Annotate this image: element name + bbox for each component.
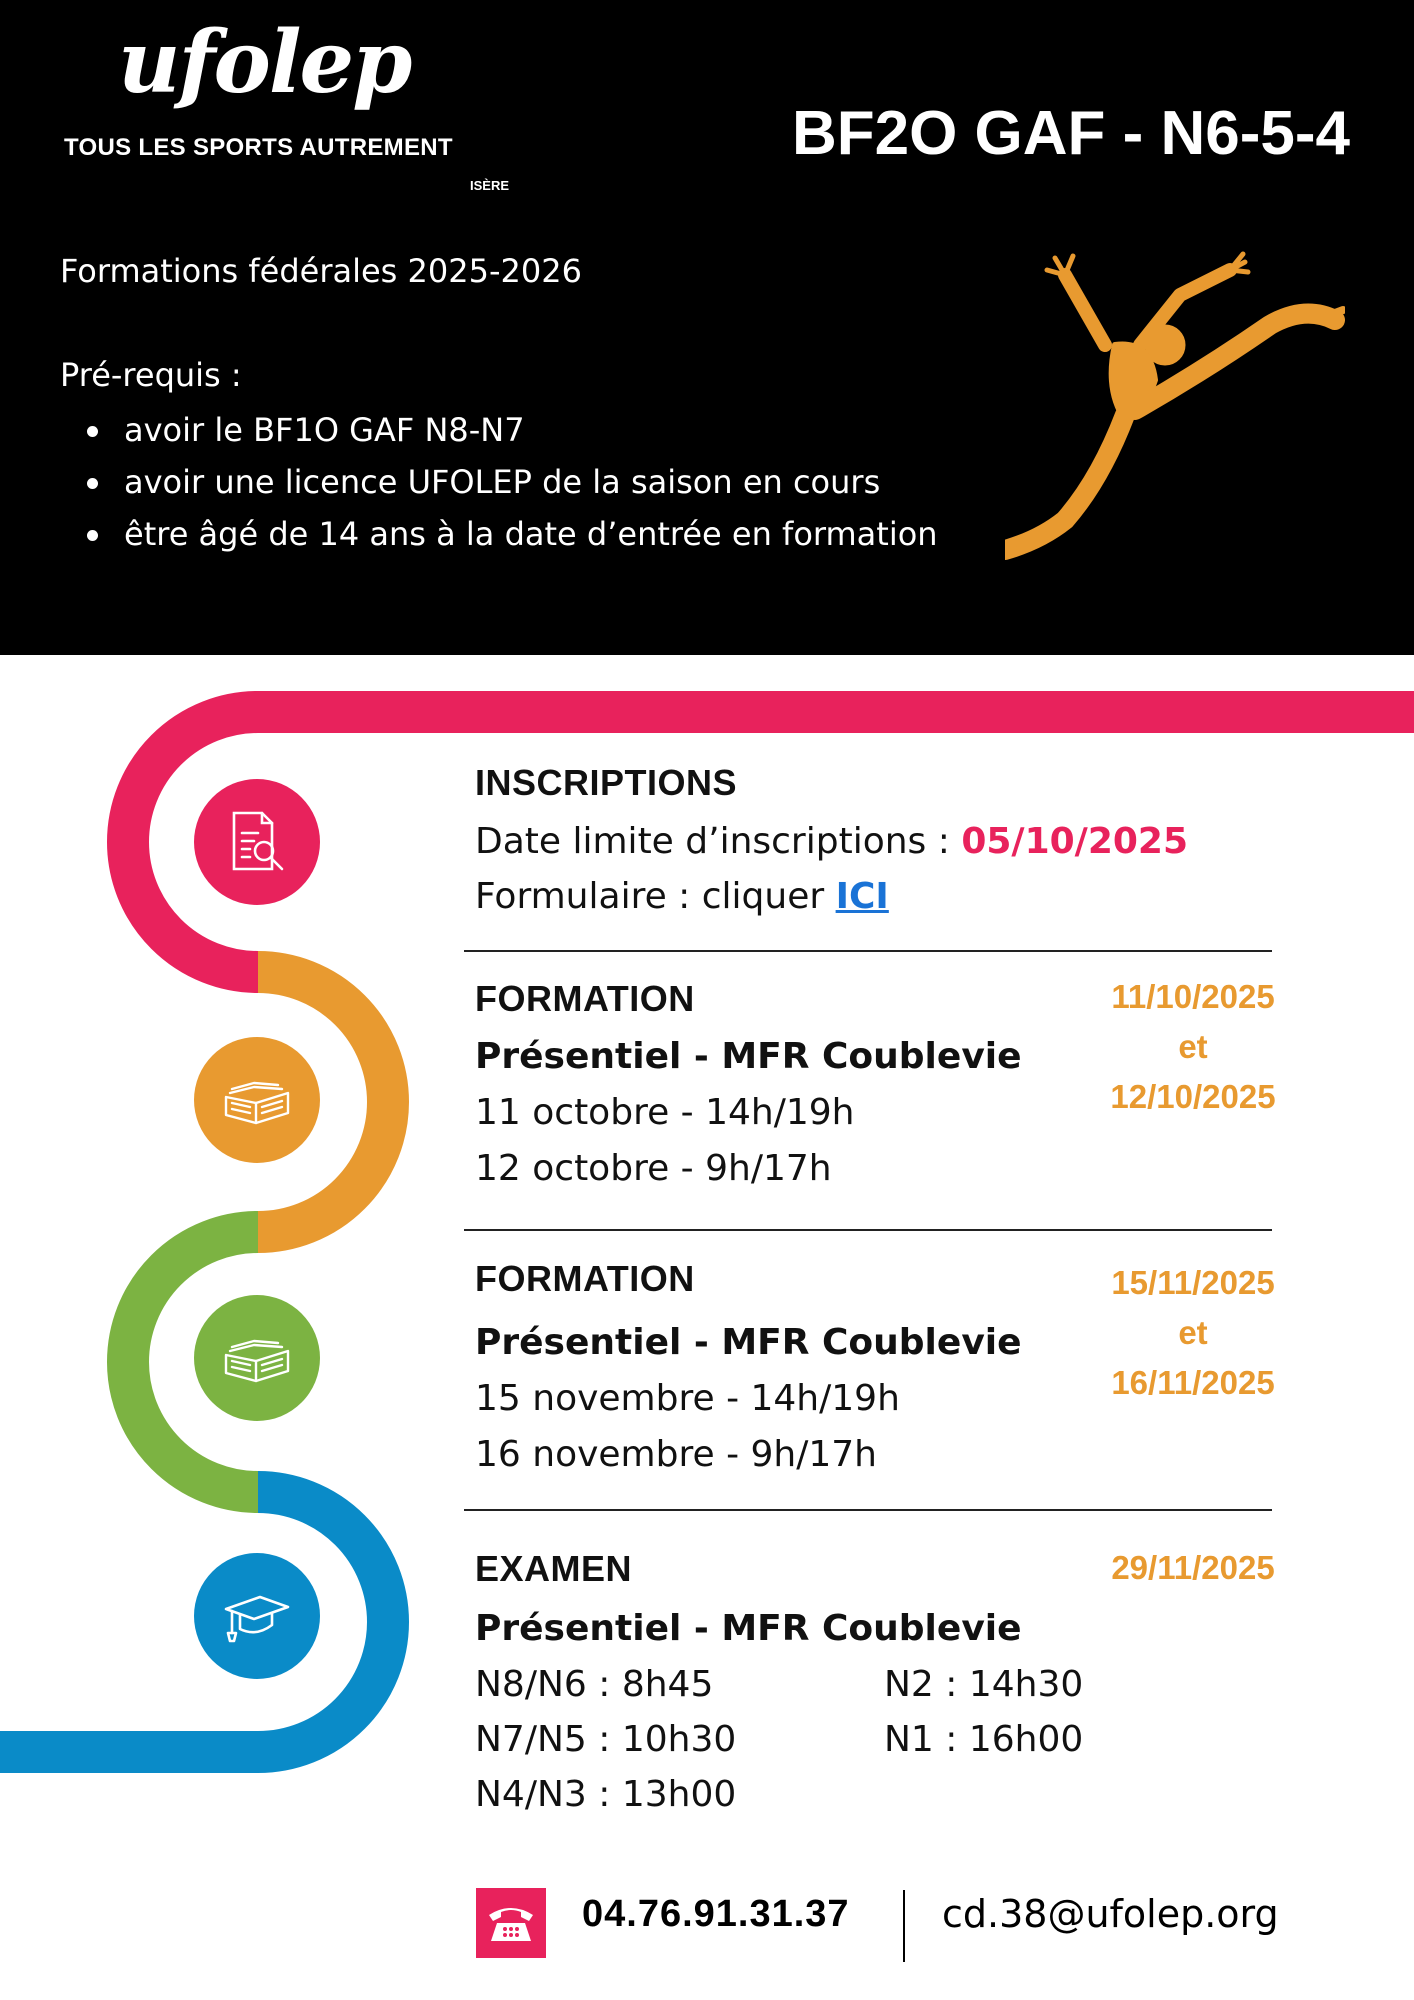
examen-time: N4/N3 : 13h00 <box>475 1774 737 1815</box>
examen-date: 29/11/2025 <box>1111 1549 1275 1586</box>
graduation-cap-icon <box>220 1579 294 1653</box>
deadline-label: Date limite d’inscriptions : <box>475 821 962 862</box>
formation2-place: Présentiel - MFR Coublevie <box>475 1322 1022 1363</box>
formation2-line1: 15 novembre - 14h/19h <box>475 1378 900 1419</box>
ufolep-logo: ufolep <box>118 12 411 113</box>
form-link[interactable]: ICI <box>835 876 889 917</box>
gymnast-illustration <box>1005 250 1345 560</box>
logo-region: ISÈRE <box>470 178 510 193</box>
inscriptions-title: INSCRIPTIONS <box>475 762 738 803</box>
examen-place: Présentiel - MFR Coublevie <box>475 1608 1022 1649</box>
formation2-badge <box>194 1295 320 1421</box>
phone-badge <box>476 1888 546 1958</box>
formation1-badge <box>194 1037 320 1163</box>
page-title: BF2O GAF - N6-5-4 <box>791 99 1350 168</box>
formation1-place: Présentiel - MFR Coublevie <box>475 1036 1022 1077</box>
prerequisites-list <box>82 404 938 560</box>
examen-time: N2 : 14h30 <box>884 1664 1084 1705</box>
formation1-date2: 12/10/2025 <box>1110 1078 1276 1115</box>
open-book-icon <box>220 1321 294 1395</box>
formation2-date2: 16/11/2025 <box>1111 1364 1275 1401</box>
subtitle: Formations fédérales 2025-2026 <box>60 252 582 290</box>
inscriptions-badge <box>194 779 320 905</box>
telephone-icon <box>485 1901 537 1945</box>
contact-divider <box>903 1890 905 1962</box>
open-book-icon <box>220 1063 294 1137</box>
deadline-line <box>475 821 1188 862</box>
divider <box>464 1509 1272 1511</box>
prerequisites-title: Pré-requis : <box>60 356 242 394</box>
formation2-et: et <box>1178 1314 1208 1351</box>
examen-time: N7/N5 : 10h30 <box>475 1719 737 1760</box>
phone-number[interactable]: 04.76.91.31.37 <box>582 1893 850 1935</box>
divider <box>464 950 1272 952</box>
examen-time: N8/N6 : 8h45 <box>475 1664 714 1705</box>
formation2-title: FORMATION <box>475 1258 695 1299</box>
form-label: Formulaire : cliquer <box>475 876 836 917</box>
prerequisite-item: avoir une licence UFOLEP de la saison en cours <box>82 456 938 508</box>
divider <box>464 1229 1272 1231</box>
form-line <box>475 876 889 917</box>
formation1-date1: 11/10/2025 <box>1111 978 1275 1015</box>
examen-title: EXAMEN <box>475 1548 633 1589</box>
formation1-line2: 12 octobre - 9h/17h <box>475 1148 832 1189</box>
formation2-dates <box>1073 1258 1313 1408</box>
formation2-line2: 16 novembre - 9h/17h <box>475 1434 877 1475</box>
prerequisite-item: avoir le BF1O GAF N8-N7 <box>82 404 938 456</box>
formation1-et: et <box>1178 1028 1208 1065</box>
formation1-line1: 11 octobre - 14h/19h <box>475 1092 855 1133</box>
document-search-icon <box>220 805 294 879</box>
header-banner <box>0 0 1414 655</box>
formation1-dates <box>1073 972 1313 1122</box>
examen-time: N1 : 16h00 <box>884 1719 1084 1760</box>
prerequisite-item: être âgé de 14 ans à la date d’entrée en formation <box>82 508 938 560</box>
email-address[interactable]: cd.38@ufolep.org <box>942 1892 1279 1936</box>
formation2-date1: 15/11/2025 <box>1111 1264 1275 1301</box>
formation1-title: FORMATION <box>475 978 695 1019</box>
examen-badge <box>194 1553 320 1679</box>
logo-tagline: TOUS LES SPORTS AUTREMENT <box>64 134 453 161</box>
deadline-date: 05/10/2025 <box>961 821 1189 862</box>
